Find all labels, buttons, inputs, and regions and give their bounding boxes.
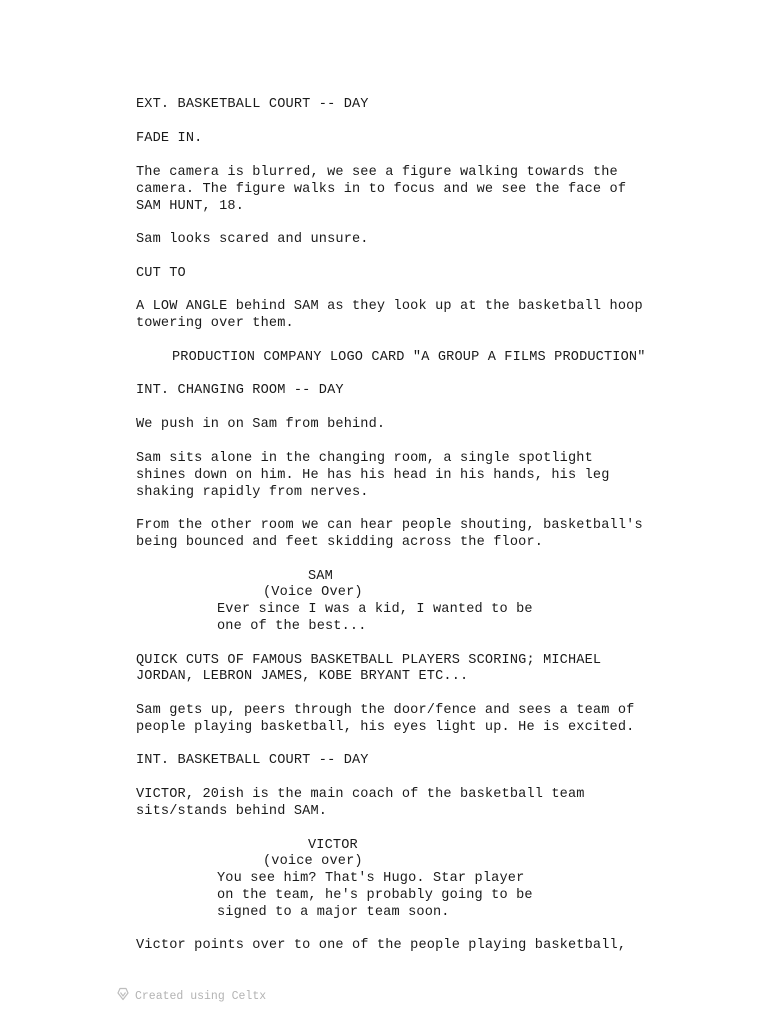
parenthetical: (Voice Over) bbox=[263, 585, 363, 600]
action-line: Victor points over to one of the people playing basketball, bbox=[136, 938, 627, 953]
dialogue-line: one of the best... bbox=[217, 619, 367, 634]
action-line: people playing basketball, his eyes light up. He is excited. bbox=[136, 720, 635, 735]
action-line: shines down on him. He has his head in his hands, his leg bbox=[136, 468, 610, 483]
scene-heading: INT. CHANGING ROOM -- DAY bbox=[136, 383, 344, 398]
dialogue-line: signed to a major team soon. bbox=[217, 905, 450, 920]
action-line: sits/stands behind SAM. bbox=[136, 804, 328, 819]
action-line: being bounced and feet skidding across the floor. bbox=[136, 535, 544, 550]
scene-heading: EXT. BASKETBALL COURT -- DAY bbox=[136, 97, 369, 112]
action-line: From the other room we can hear people shouting, basketball's bbox=[136, 518, 643, 533]
transition: CUT TO bbox=[136, 266, 186, 281]
character-name: SAM bbox=[308, 569, 333, 584]
action-line: shaking rapidly from nerves. bbox=[136, 485, 369, 500]
action-line: Sam gets up, peers through the door/fence and sees a team of bbox=[136, 703, 635, 718]
parenthetical: (voice over) bbox=[263, 854, 363, 869]
action-line: SAM HUNT, 18. bbox=[136, 199, 244, 214]
action-line: camera. The figure walks in to focus and we see the face of bbox=[136, 182, 627, 197]
action-line: Sam sits alone in the changing room, a single spotlight bbox=[136, 451, 593, 466]
action-line: QUICK CUTS OF FAMOUS BASKETBALL PLAYERS SCORING; MICHAEL bbox=[136, 653, 602, 668]
dialogue-line: on the team, he's probably going to be bbox=[217, 888, 533, 903]
character-name: VICTOR bbox=[308, 838, 358, 853]
celtx-logo-icon bbox=[116, 987, 130, 1005]
action-line: VICTOR, 20ish is the main coach of the basketball team bbox=[136, 787, 585, 802]
action-line: We push in on Sam from behind. bbox=[136, 417, 386, 432]
dialogue-line: You see him? That's Hugo. Star player bbox=[217, 871, 525, 886]
footer bbox=[116, 988, 266, 1004]
action-line: towering over them. bbox=[136, 316, 294, 331]
transition: FADE IN. bbox=[136, 131, 203, 146]
dialogue-line: Ever since I was a kid, I wanted to be bbox=[217, 602, 533, 617]
action-line: Sam looks scared and unsure. bbox=[136, 232, 369, 247]
action-line: The camera is blurred, we see a figure walking towards the bbox=[136, 165, 618, 180]
footer-text: Created using Celtx bbox=[135, 989, 267, 1003]
action-line: JORDAN, LEBRON JAMES, KOBE BRYANT ETC... bbox=[136, 669, 469, 684]
centered-card: PRODUCTION COMPANY LOGO CARD "A GROUP A FILMS PRODUCTION" bbox=[172, 350, 646, 365]
action-line: A LOW ANGLE behind SAM as they look up at the basketball hoop bbox=[136, 299, 643, 314]
scene-heading: INT. BASKETBALL COURT -- DAY bbox=[136, 753, 369, 768]
